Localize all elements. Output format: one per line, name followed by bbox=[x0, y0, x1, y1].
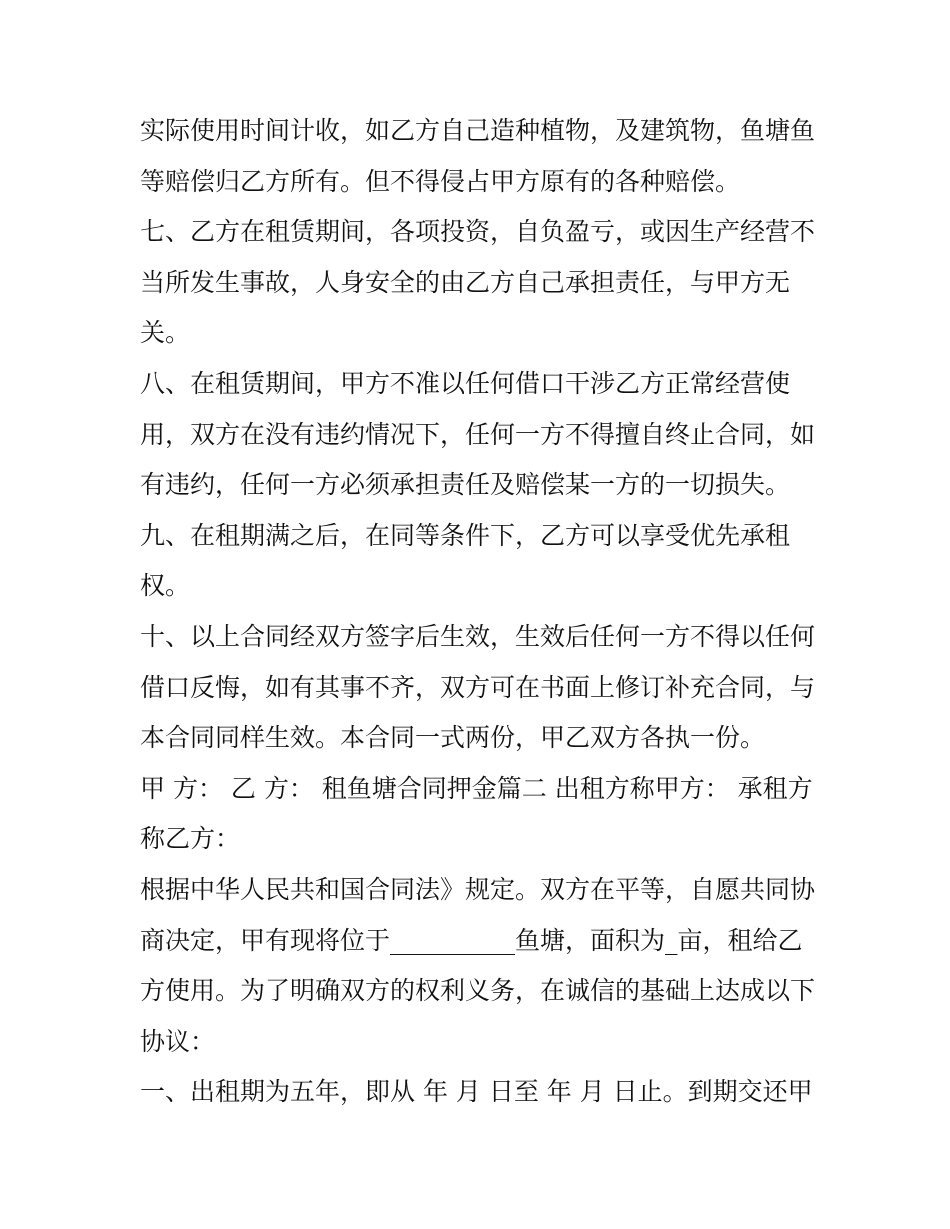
clause-ten-line: 十、以上合同经双方签字后生效，生效后任何一方不得以任何 bbox=[140, 621, 816, 651]
text-line: 本合同同样生效。本合同一式两份，甲乙双方各执一份。 bbox=[140, 723, 766, 753]
text-line: 当所发生事故，人身安全的由乙方自己承担责任，与甲方无 bbox=[140, 267, 791, 297]
text-line: 协议： bbox=[140, 1026, 216, 1056]
clause-one-line: 一、出租期为五年，即从 年 月 日至 年 月 日止。到期交还甲 bbox=[140, 1077, 813, 1107]
clause-eight-line: 八、在租赁期间，甲方不准以任何借口干涉乙方正常经营使 bbox=[140, 368, 791, 398]
text-line: 用，双方在没有违约情况下，任何一方不得擅自终止合同，如 bbox=[140, 419, 816, 449]
text-line: 等赔偿归乙方所有。但不得侵占甲方原有的各种赔偿。 bbox=[140, 166, 741, 196]
text-line: 实际使用时间计收，如乙方自己造种植物，及建筑物，鱼塘鱼 bbox=[140, 116, 816, 145]
text-line: 称乙方： bbox=[140, 824, 241, 854]
text-line: 商决定，甲有现将位于__________鱼塘，面积为_亩，租给乙 bbox=[140, 925, 803, 955]
text-line: 方使用。为了明确双方的权利义务，在诚信的基础上达成以下 bbox=[140, 976, 816, 1006]
text-line: 权。 bbox=[140, 571, 191, 601]
text-line: 借口反悔，如有其事不齐，双方可在书面上修订补充合同，与 bbox=[140, 672, 816, 702]
text-line: 关。 bbox=[140, 318, 191, 348]
parties-line: 甲 方： 乙 方： 租鱼塘合同押金篇二 出租方称甲方： 承租方 bbox=[140, 773, 813, 803]
text-line: 有违约，任何一方必须承担责任及赔偿某一方的一切损失。 bbox=[140, 470, 791, 500]
preamble-line: 根据中华人民共和国合同法》规定。双方在平等，自愿共同协 bbox=[140, 874, 816, 904]
clause-nine-line: 九、在租期满之后，在同等条件下，乙方可以享受优先承租 bbox=[140, 520, 791, 550]
clause-seven-line: 七、乙方在租赁期间，各项投资，自负盈亏，或因生产经营不 bbox=[140, 217, 816, 247]
contract-body-text bbox=[140, 106, 830, 1118]
